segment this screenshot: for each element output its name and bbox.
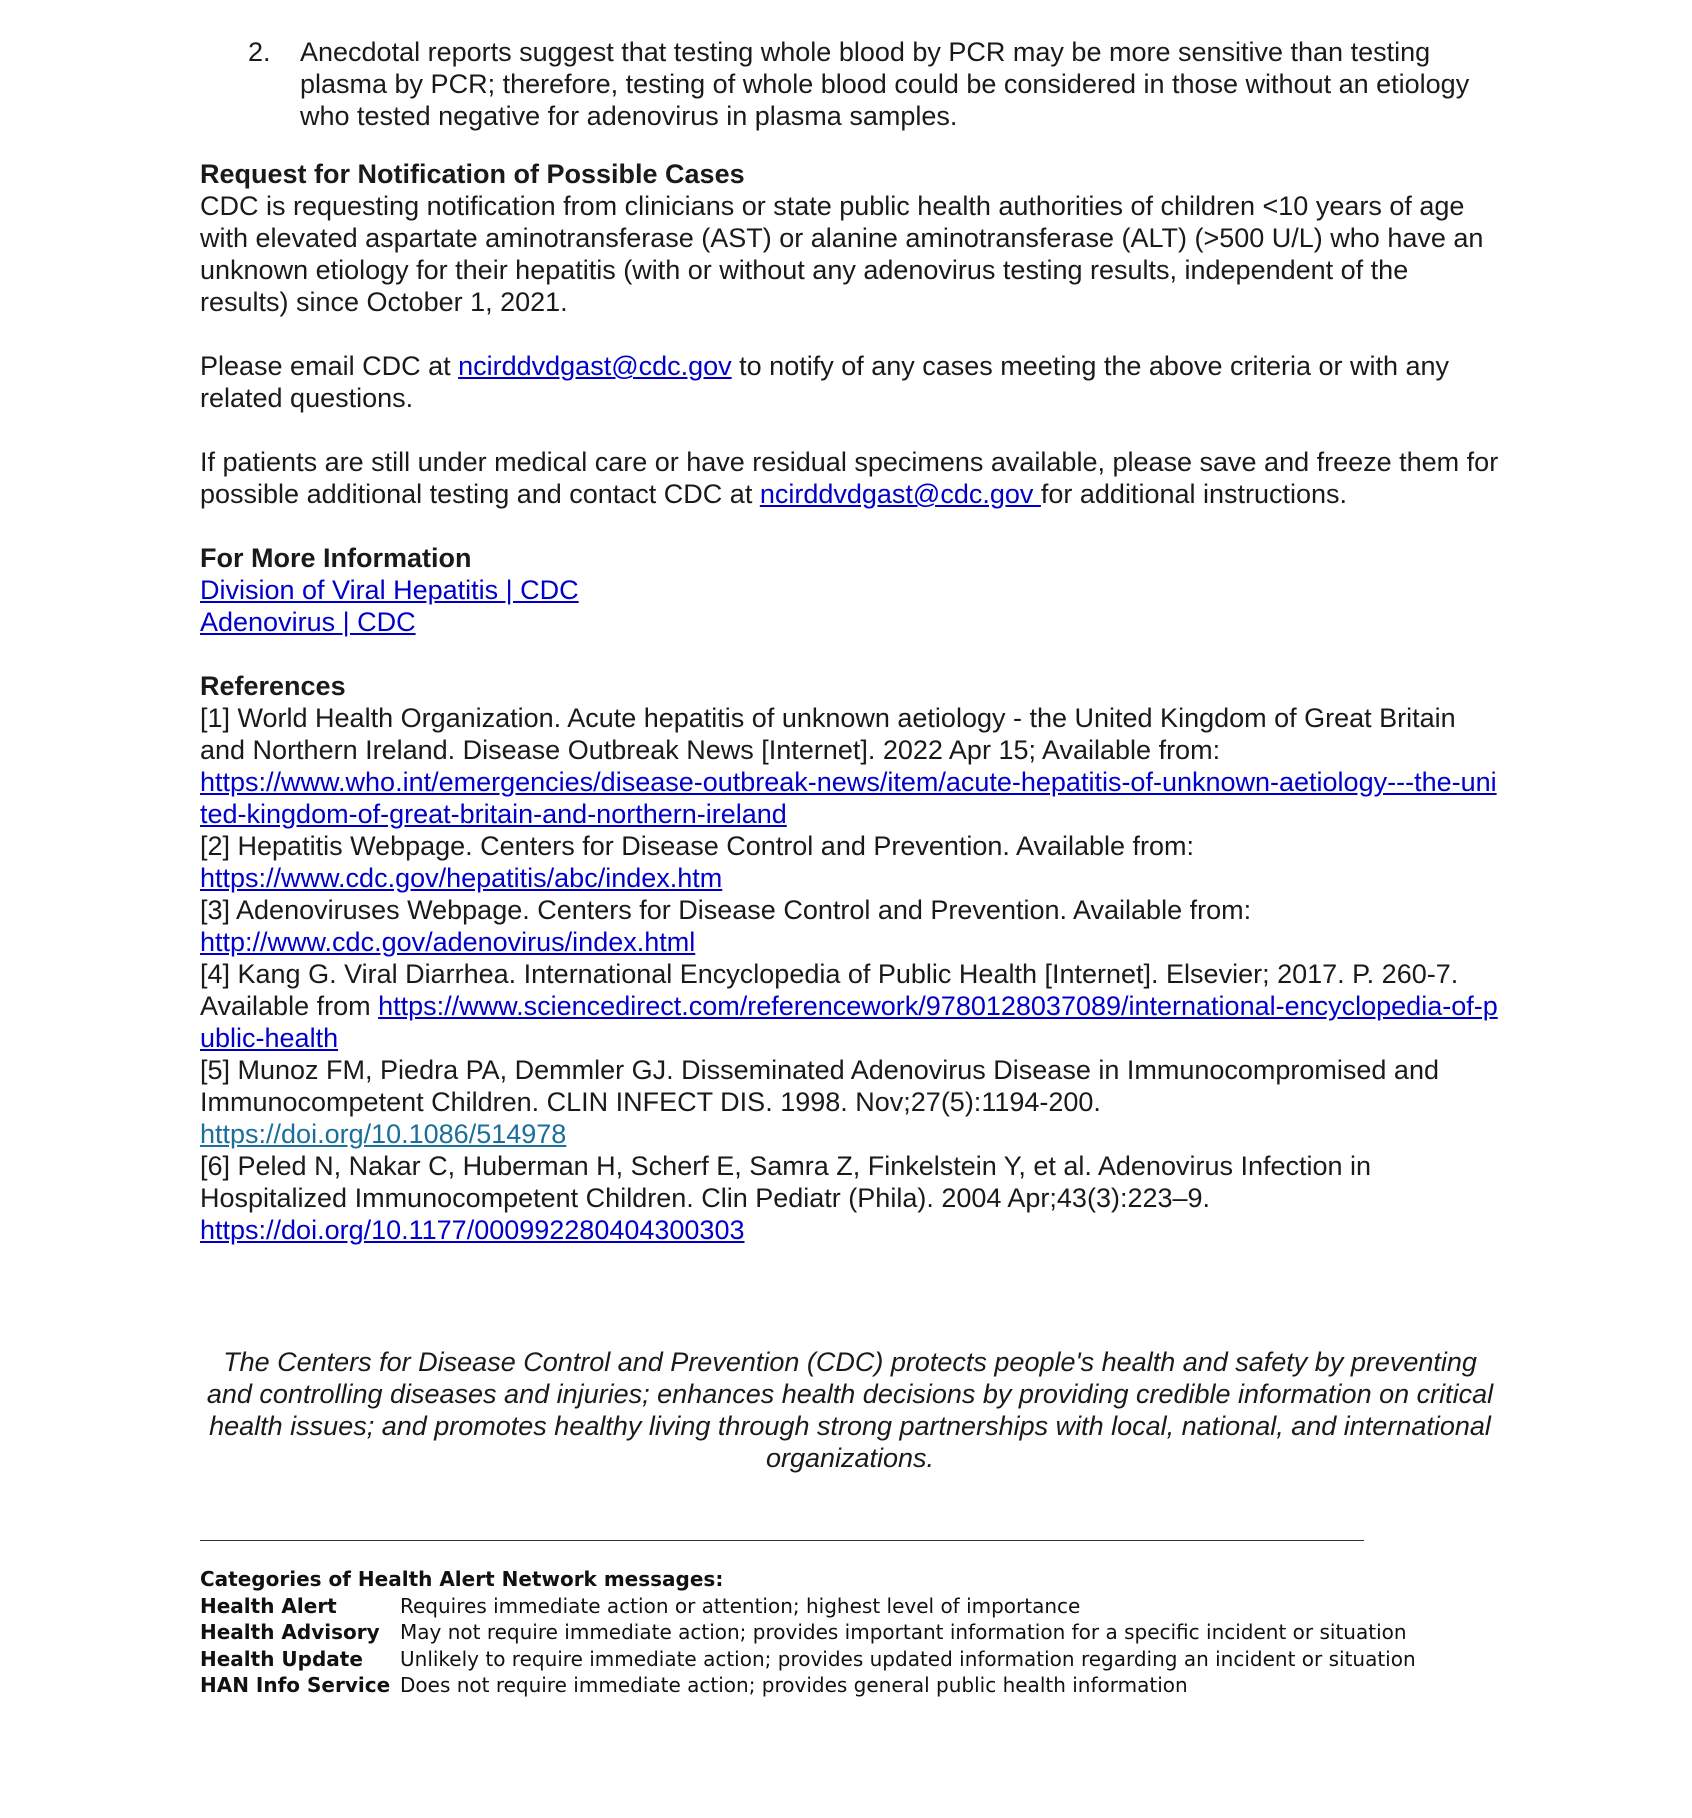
notification-section <box>200 158 1500 1246</box>
reference-4-link[interactable]: https://www.sciencedirect.com/referencework/9780128037089/international-encyclopedia-of-public-health <box>200 991 1498 1053</box>
adenovirus-link[interactable]: Adenovirus | CDC <box>200 607 416 637</box>
category-label: HAN Info Service <box>200 1673 391 1697</box>
category-label: Health Advisory <box>200 1620 380 1644</box>
numbered-list-item <box>248 36 1498 132</box>
reference-3: [3] Adenoviruses Webpage. Centers for Disease Control and Prevention. Available from: http://www.cdc.gov/adenovirus/index.html <box>200 895 1252 957</box>
han-categories <box>200 1566 1500 1699</box>
email-link[interactable]: ncirddvdgast@cdc.gov <box>458 351 732 381</box>
reference-4: [4] Kang G. Viral Diarrhea. International Encyclopedia of Public Health [Internet]. Elsevier; 2017. P. 260-7. Available from https://www.sciencedirect.com/referencework/9780128037089/international-encyclopedia-of-public-health <box>200 959 1498 1053</box>
list-number: 2. <box>248 37 271 67</box>
notification-heading: Request for Notification of Possible Cases <box>200 159 745 189</box>
list-item-text: Anecdotal reports suggest that testing whole blood by PCR may be more sensitive than testing plasma by PCR; therefore, testing of whole blood could be considered in those without an etiology who tested negative for adenovirus in plasma samples. <box>300 37 1470 131</box>
reference-3-link[interactable]: http://www.cdc.gov/adenovirus/index.html <box>200 927 696 957</box>
cdc-mission-statement: The Centers for Disease Control and Prevention (CDC) protects people's health and safety by preventing and controlling diseases and injuries; enhances health decisions by providing credible information on critical health issues; and promotes healthy living through strong partnerships with local, national, and international organizations. <box>206 1347 1494 1473</box>
category-label: Health Alert <box>200 1593 337 1618</box>
references-heading: References <box>200 671 346 701</box>
reference-5-link[interactable]: https://doi.org/10.1086/514978 <box>200 1119 567 1149</box>
category-label: Health Update <box>200 1646 363 1671</box>
category-description: Does not require immediate action; provides general public health information <box>400 1673 1188 1697</box>
notification-paragraph: CDC is requesting notification from clinicians or state public health authorities of children <10 years of age with elevated aspartate aminotransferase (AST) or alanine aminotransferase (ALT) (>500 U/L) who have an unknown etiology for their hepatitis (with or without any adenovirus testing results, independent of the results) since October 1, 2021. <box>200 191 1484 317</box>
category-row <box>200 1619 1500 1646</box>
reference-2: [2] Hepatitis Webpage. Centers for Disease Control and Prevention. Available from: https://www.cdc.gov/hepatitis/abc/index.htm <box>200 831 1195 893</box>
reference-6: [6] Peled N, Nakar C, Huberman H, Scherf E, Samra Z, Finkelstein Y, et al. Adenovirus Infection in Hospitalized Immunocompetent Children. Clin Pediatr (Phila). 2004 Apr;43(3):223–9. https://doi.org/10.1177/000992280404300303 <box>200 1151 1372 1245</box>
category-description: Unlikely to require immediate action; provides updated information regarding an incident or situation <box>400 1646 1416 1671</box>
categories-title: Categories of Health Alert Network messages: <box>200 1567 724 1591</box>
category-description: Requires immediate action or attention; highest level of importance <box>400 1593 1081 1618</box>
category-description: May not require immediate action; provides important information for a specific incident or situation <box>400 1620 1407 1644</box>
viral-hepatitis-link[interactable]: Division of Viral Hepatitis | CDC <box>200 575 579 605</box>
email-link-2[interactable]: ncirddvdgast@cdc.gov <box>759 479 1041 509</box>
category-row <box>200 1646 1500 1673</box>
reference-1: [1] World Health Organization. Acute hepatitis of unknown aetiology - the United Kingdom of Great Britain and Northern Ireland. Disease Outbreak News [Internet]. 2022 Apr 15; Available from: https://www.who.int/emergencies/disease-outbreak-news/item/acute-hepatitis-of-unknown-aetiology---the-united-kingdom-of-great-britain-and-northern-ireland <box>200 703 1497 829</box>
reference-2-link[interactable]: https://www.cdc.gov/hepatitis/abc/index.htm <box>200 863 723 893</box>
reference-6-link[interactable]: https://doi.org/10.1177/000992280404300303 <box>200 1215 745 1245</box>
reference-1-link[interactable]: https://www.who.int/emergencies/disease-outbreak-news/item/acute-hepatitis-of-unknown-aetiology---the-united-kingdom-of-great-britain-and-northern-ireland <box>200 767 1497 829</box>
specimen-paragraph: If patients are still under medical care or have residual specimens available, please save and freeze them for possible additional testing and contact CDC at ncirddvdgast@cdc.gov for additional instructions. <box>200 447 1499 509</box>
email-paragraph: Please email CDC at ncirddvdgast@cdc.gov to notify of any cases meeting the above criteria or with any related questions. <box>200 351 1450 413</box>
category-row <box>200 1593 1500 1620</box>
category-row <box>200 1672 1500 1699</box>
divider <box>200 1540 1364 1541</box>
reference-5: [5] Munoz FM, Piedra PA, Demmler GJ. Disseminated Adenovirus Disease in Immunocompromised and Immunocompetent Children. CLIN INFECT DIS. 1998. Nov;27(5):1194-200. https://doi.org/10.1086/514978 <box>200 1055 1439 1149</box>
more-info-heading: For More Information <box>200 543 472 573</box>
